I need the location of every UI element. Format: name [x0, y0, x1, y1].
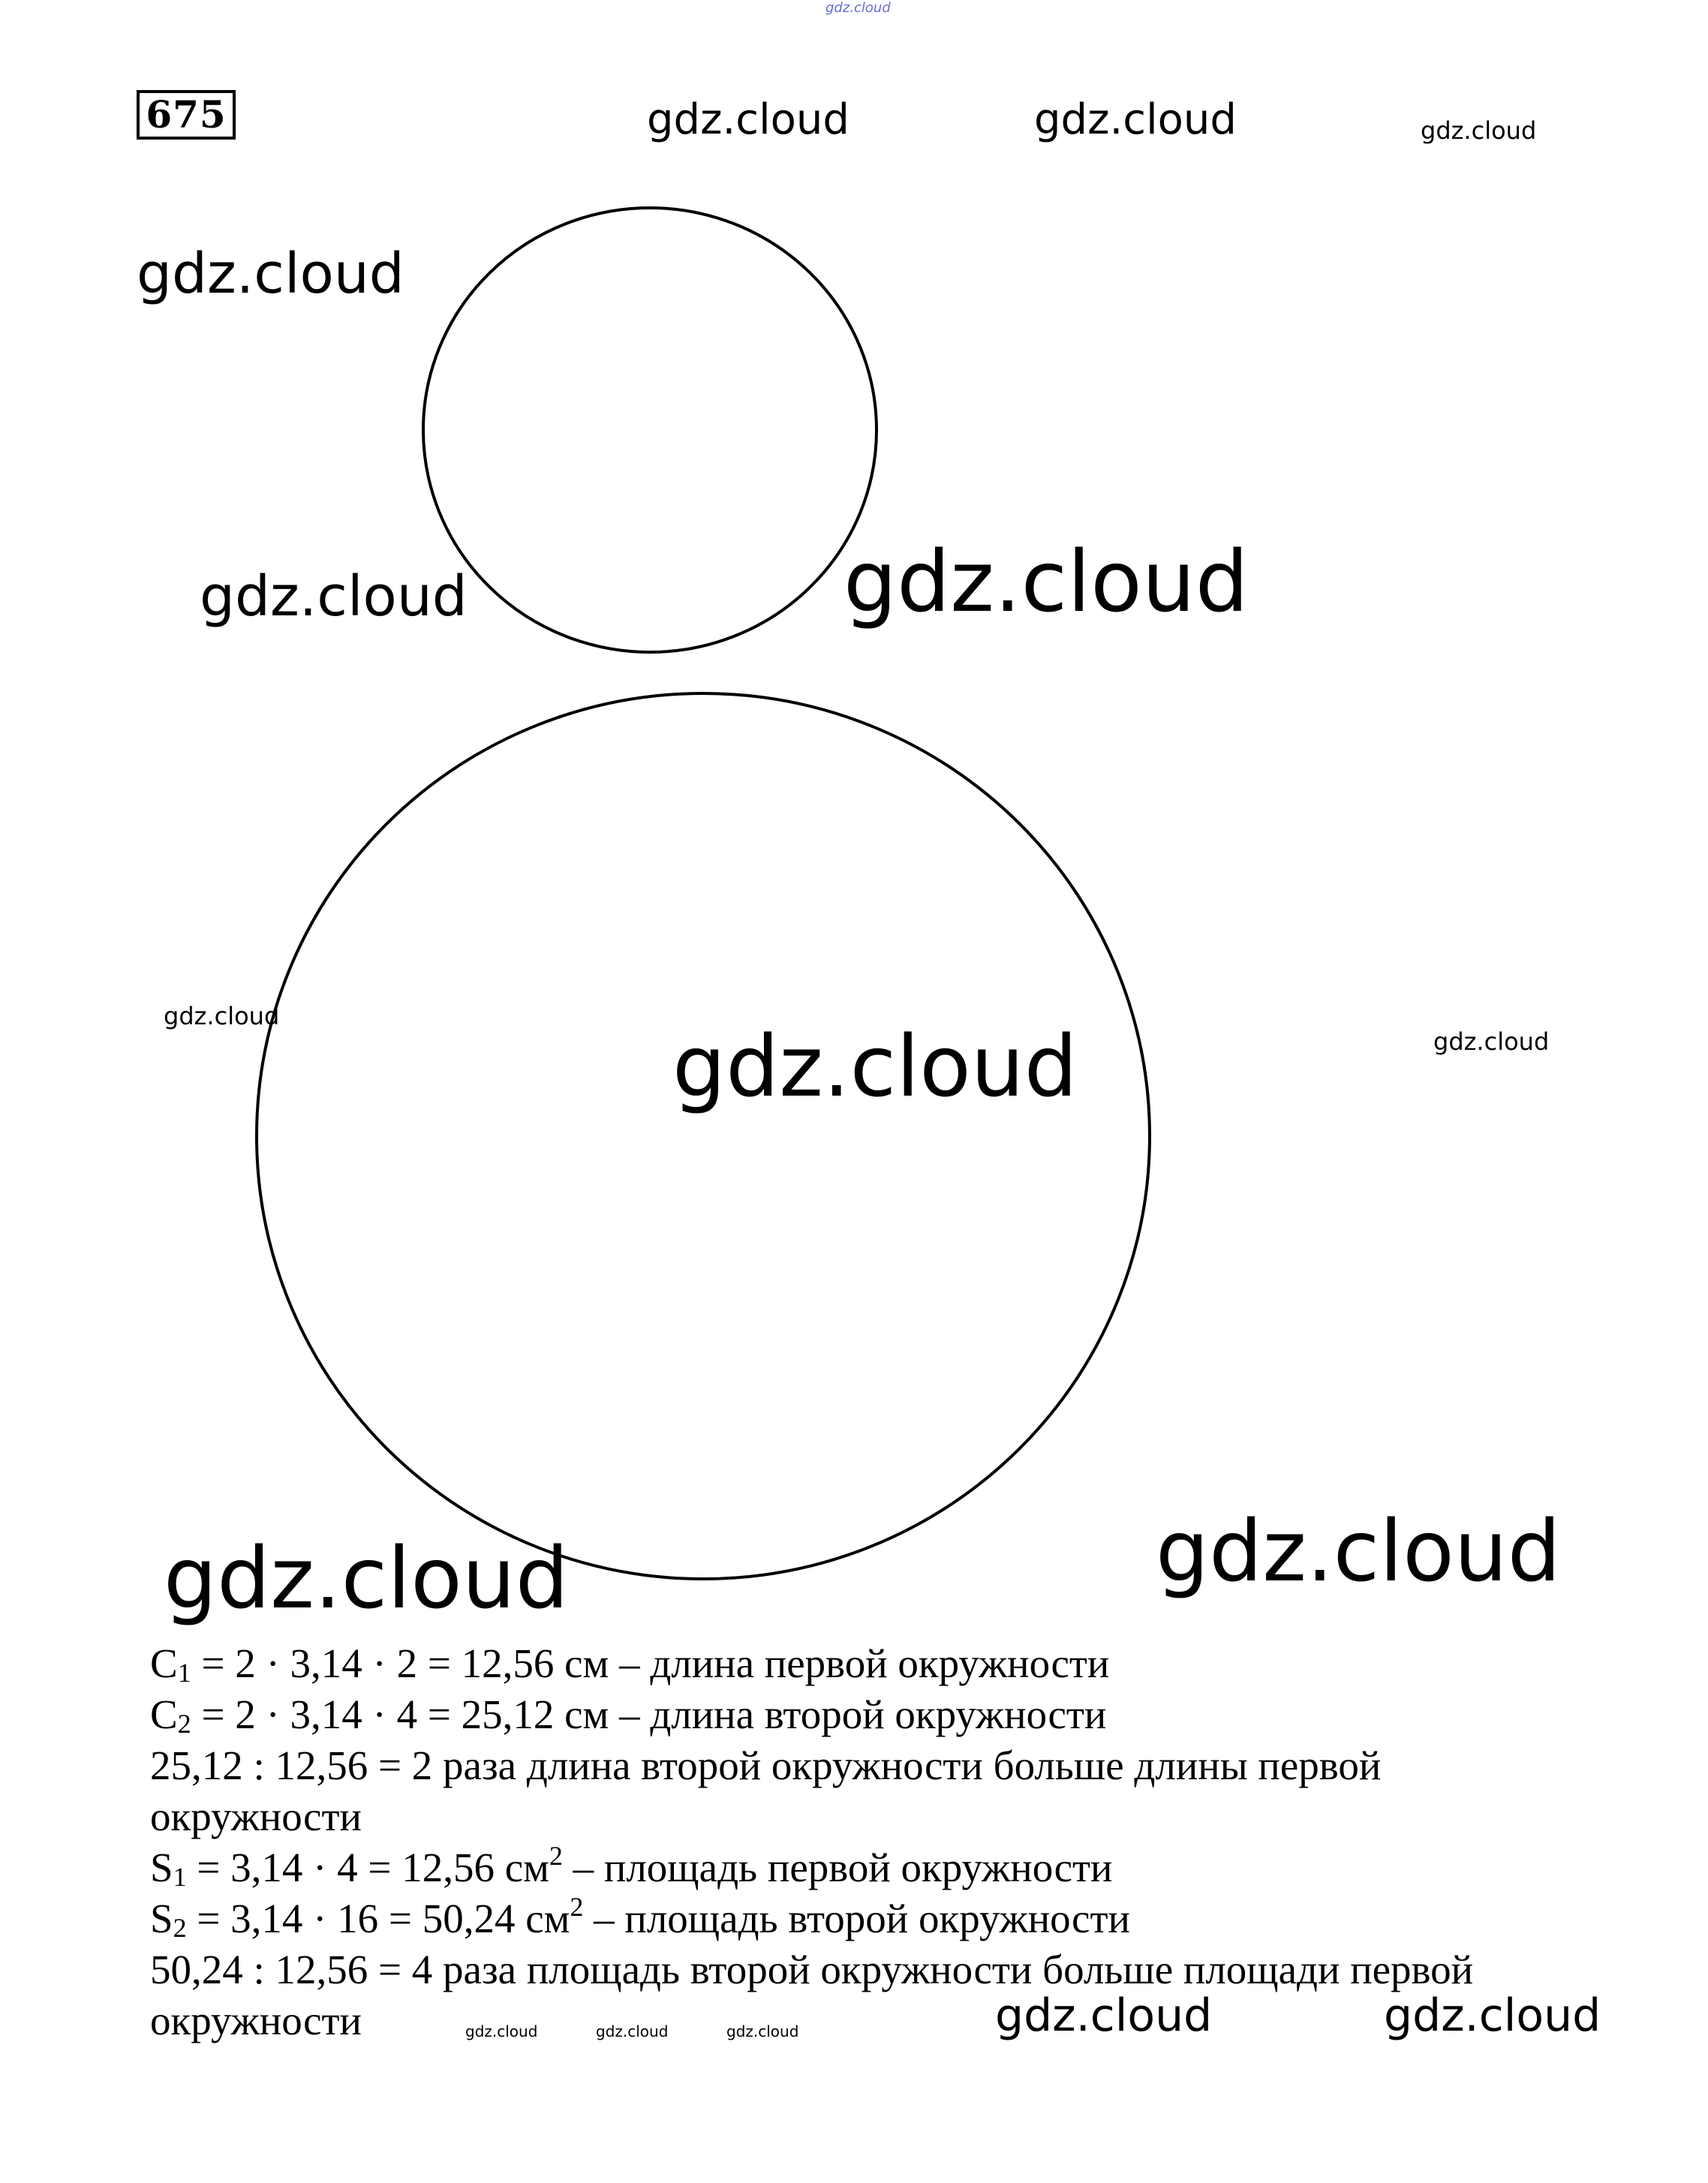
- watermark: gdz.cloud: [164, 1002, 280, 1030]
- solution-line-7: 50,24 : 12,56 = 4 раза площадь второй окружности больше площади первой: [150, 1947, 1474, 1992]
- watermark: gdz.cloud: [1433, 1027, 1550, 1056]
- solution-line-5: $S_1 = 3,14 \cdot 4 = 12,56$ $см^2$ – площадь первой окружности: [150, 1841, 1113, 1892]
- watermark: gdz.cloud: [1034, 95, 1237, 144]
- watermark: gdz.cloud: [672, 1018, 1078, 1116]
- watermark: gdz.cloud: [200, 564, 468, 629]
- watermark: gdz.cloud: [726, 2022, 799, 2040]
- top-watermark: gdz.cloud: [825, 0, 891, 16]
- watermark: gdz.cloud: [164, 1530, 569, 1628]
- small-circle: [423, 208, 877, 652]
- solution-line-6: $S_2 = 3,14 \cdot 16 = 50,24$ $см^2$ – площадь второй окружности: [150, 1892, 1130, 1943]
- watermark: gdz.cloud: [843, 534, 1249, 631]
- watermark: gdz.cloud: [995, 1989, 1213, 2042]
- problem-number: 675: [137, 90, 236, 140]
- solution-line-1: $C_1 = 2 \cdot 3,14 \cdot 2 = 12,56$ см – длина первой окружности: [150, 1640, 1110, 1688]
- watermark: gdz.cloud: [647, 95, 849, 144]
- solution-line-3: 25,12 : 12,56 = 2 раза длина второй окружности больше длины первой: [150, 1742, 1382, 1788]
- watermark: gdz.cloud: [1384, 1989, 1601, 2042]
- watermark: gdz.cloud: [465, 2022, 538, 2040]
- watermark: gdz.cloud: [1156, 1503, 1561, 1601]
- watermark: gdz.cloud: [1421, 116, 1537, 145]
- large-circle: [257, 693, 1150, 1579]
- solution-line-2: $C_2 = 2 \cdot 3,14 \cdot 4 = 25,12$ см – длина второй окружности: [150, 1691, 1107, 1739]
- solution-line-4: окружности: [150, 1794, 362, 1839]
- solution-text: [150, 1638, 1636, 2046]
- watermark: gdz.cloud: [137, 242, 404, 306]
- watermark: gdz.cloud: [596, 2022, 669, 2040]
- solution-line-8: окружности: [150, 1998, 362, 2043]
